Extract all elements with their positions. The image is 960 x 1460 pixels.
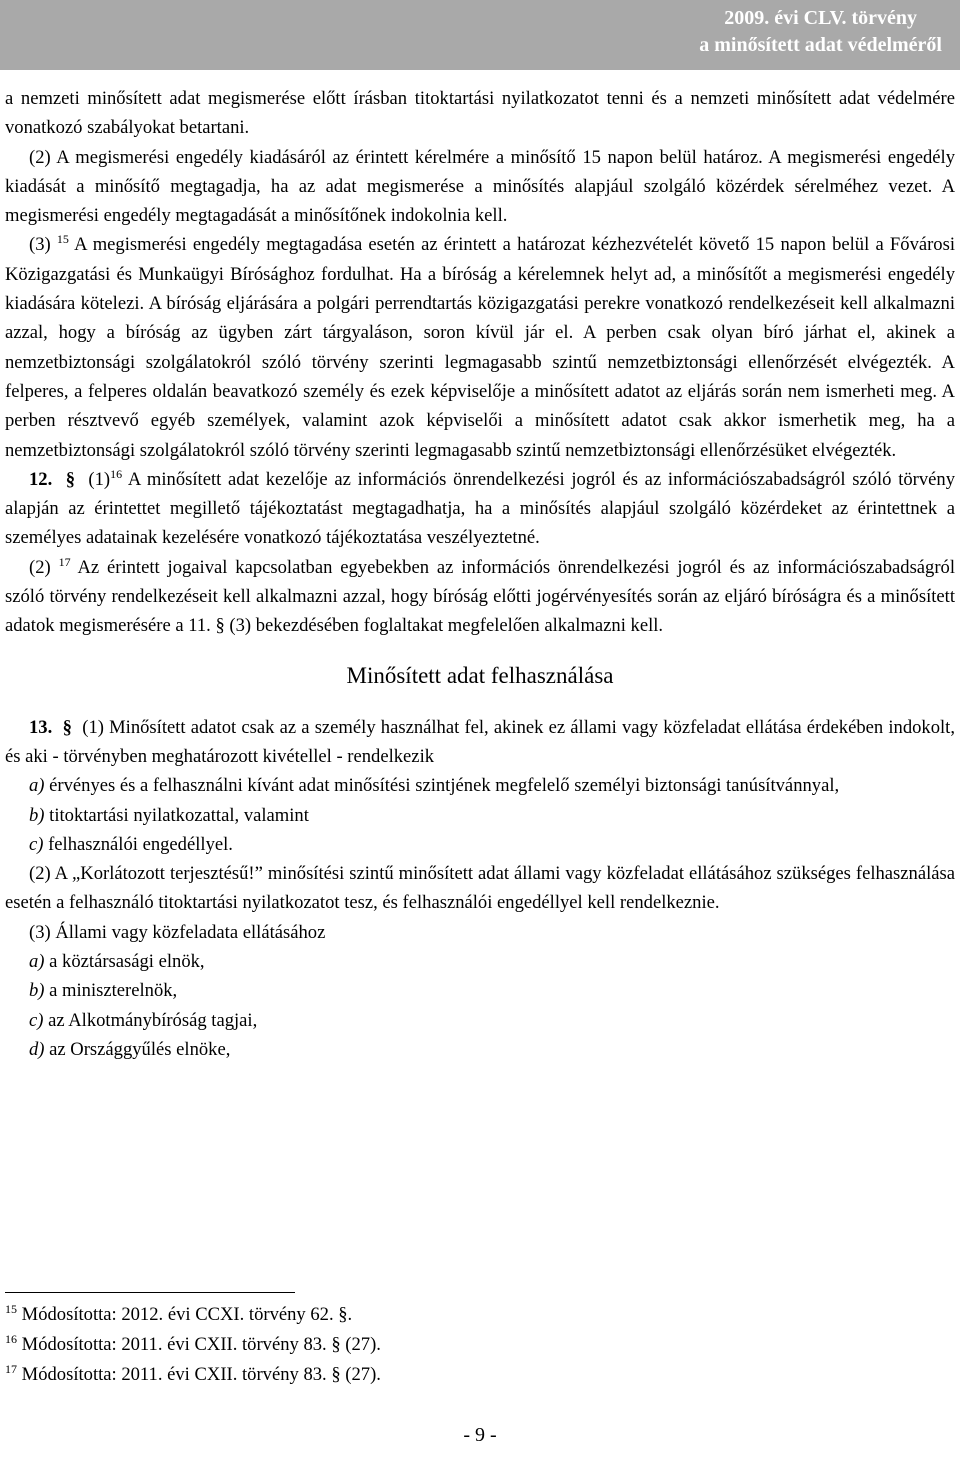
list-label: c) (29, 833, 44, 855)
section-heading: Minősített adat felhasználása (346, 662, 614, 688)
paragraph-text: (1) Minősített adatot csak az a személy használhat fel, akinek ez állami vagy közfeladat ellátása érdekében indokolt, és aki - törvényben meghatározott kivétellel - rendelkezik (5, 716, 955, 767)
section-13-3: (3) Állami vagy közfeladata ellátásához (29, 921, 326, 943)
paragraph-continuation: a nemzeti minősített adat megismerése előtt írásban titoktartási nyilatkozatot tenni és a nemzeti minősített adat védelmére vonatkozó szabályokat betartani. (5, 88, 955, 139)
section-number: 12. (29, 468, 53, 490)
list-item-b (5, 801, 955, 830)
running-header (699, 5, 942, 59)
list-label: b) (29, 980, 45, 1002)
list-item-a (5, 947, 955, 976)
list-item-c (5, 830, 955, 859)
footnote-15 (5, 1300, 381, 1330)
footnote-text: Módosította: 2012. évi CCXI. törvény 62. §. (21, 1304, 353, 1325)
footnote-number: 16 (5, 1332, 17, 1346)
footnote-ref-15[interactable]: 15 (56, 232, 69, 247)
paragraph-number: (2) (29, 556, 51, 578)
paragraph-number: (3) (29, 234, 51, 256)
list-label: b) (29, 804, 45, 826)
footnote-text: Módosította: 2011. évi CXII. törvény 83. § (27). (21, 1364, 381, 1385)
footnote-text: Módosította: 2011. évi CXII. törvény 83. § (27). (21, 1334, 381, 1355)
section-12-2 (5, 553, 955, 641)
list-label: a) (29, 775, 45, 797)
section-number: 13. (29, 716, 53, 738)
footnote-divider (5, 1292, 295, 1293)
list-text: titoktartási nyilatkozattal, valamint (49, 804, 309, 826)
page-body (5, 84, 955, 1064)
header-title: 2009. évi CLV. törvény (724, 7, 918, 29)
paragraph-text: Az érintett jogaival kapcsolatban egyebekben az információs önrendelkezési jogról és az információszabadságról szóló törvény rendelkezéseit kell alkalmazni azzal, hogy bíróság előtti jogérvényesítés során az eljáró bíróságra és a minősített adatok megismerésére a 11. § (3) bekezdésében foglaltakat megfelelően alkalmazni kell. (5, 556, 956, 637)
footnote-number: 17 (5, 1362, 17, 1376)
list-text: a köztársasági elnök, (49, 951, 205, 973)
footnote-17 (5, 1360, 381, 1390)
paragraph-text: A megismerési engedély megtagadása esetén az érintett a határozat kézhezvételét követő 15 napon belül a Fővárosi Közigazgatási és Munkaügyi Bírósághoz fordulhat. Ha a bíróság a kérelemnek helyt ad, a minősítőt a megismerési engedély kiadására kötelezi. A bíróság eljárására a polgári perrendtartás közigazgatási perekre vonatkozó rendelkezéseit kell alkalmazni azzal, hogy a bíróság az ügyben zárt tárgyaláson, soron kívül jár el. A perben csak olyan bíró járhat el, akinek a nemzetbiztonsági szolgálatokról szóló törvény szerinti legmagasabb szintű nemzetbiztonsági ellenőrzését elvégezték. A felperes, a felperes oldalán beavatkozó személy és ezek képviselője a minősített adatot az eljárás során nem ismerheti meg. A perben résztvevő egyéb személyek, valamint azok képviselői a minősített adatot csak akkor ismerhetik meg, ha a nemzetbiztonsági szolgálatokról szóló törvény szerinti legmagasabb szintű nemzetbiztonsági ellenőrzésüket elvégezték. (5, 234, 956, 461)
paragraph-number: (1) (88, 468, 111, 490)
section-sign: § (65, 468, 75, 490)
footnote-number: 15 (5, 1302, 17, 1316)
list-item-c (5, 1006, 955, 1035)
footnote-ref-16[interactable]: 16 (110, 466, 123, 481)
list-text: érvényes és a felhasználni kívánt adat minősítési szintjének megfelelő személyi biztonsági tanúsítvánnyal, (49, 775, 840, 797)
list-label: c) (29, 1009, 44, 1031)
footnote-ref-17[interactable]: 17 (58, 554, 71, 569)
header-band (0, 0, 960, 70)
list-label: a) (29, 951, 45, 973)
paragraph-text: A minősített adat kezelője az információs önrendelkezési jogról és az információszabadságról szóló törvény alapján az érintettet megillető tájékoztatást megtagadhatja, ha a minősítés alapjául szolgáló közérdeket az érintettnek a személyes adatainak kezelésére vonatkozó tájékoztatása veszélyeztetné. (5, 468, 955, 549)
page-number: - 9 - (463, 1424, 497, 1446)
list-item-a (5, 771, 955, 800)
header-subtitle: a minősített adat védelméről (699, 34, 942, 56)
list-text: felhasználói engedéllyel. (48, 833, 233, 855)
section-13-2: (2) A „Korlátozott terjesztésű!” minősítési szintű minősített adat állami vagy közfeladat ellátásához szükséges felhasználása esetén a felhasználó titoktartási nyilatkozatot tesz, és felhasználói engedéllyel kell rendelkeznie. (5, 863, 955, 914)
section-12-1 (5, 465, 955, 553)
footnote-16 (5, 1330, 381, 1360)
section-sign: § (62, 716, 72, 738)
section-13-1 (5, 713, 955, 772)
list-item-b (5, 976, 955, 1005)
footnotes (5, 1300, 381, 1390)
paragraph-11-2: (2) A megismerési engedély kiadásáról az érintett kérelmére a minősítő 15 napon belül határoz. A megismerési engedély kiadását a minősítő megtagadja, ha az adat megismerése a minősítés alapjául szolgáló közérdek sérelméhez vezet. A megismerési engedély megtagadását a minősítőnek indokolnia kell. (5, 146, 955, 227)
list-item-d (5, 1035, 955, 1064)
list-label: d) (29, 1038, 45, 1060)
paragraph-11-3 (5, 230, 955, 464)
list-text: a miniszterelnök, (49, 980, 178, 1002)
list-text: az Alkotmánybíróság tagjai, (48, 1009, 258, 1031)
list-text: az Országgyűlés elnöke, (49, 1038, 231, 1060)
